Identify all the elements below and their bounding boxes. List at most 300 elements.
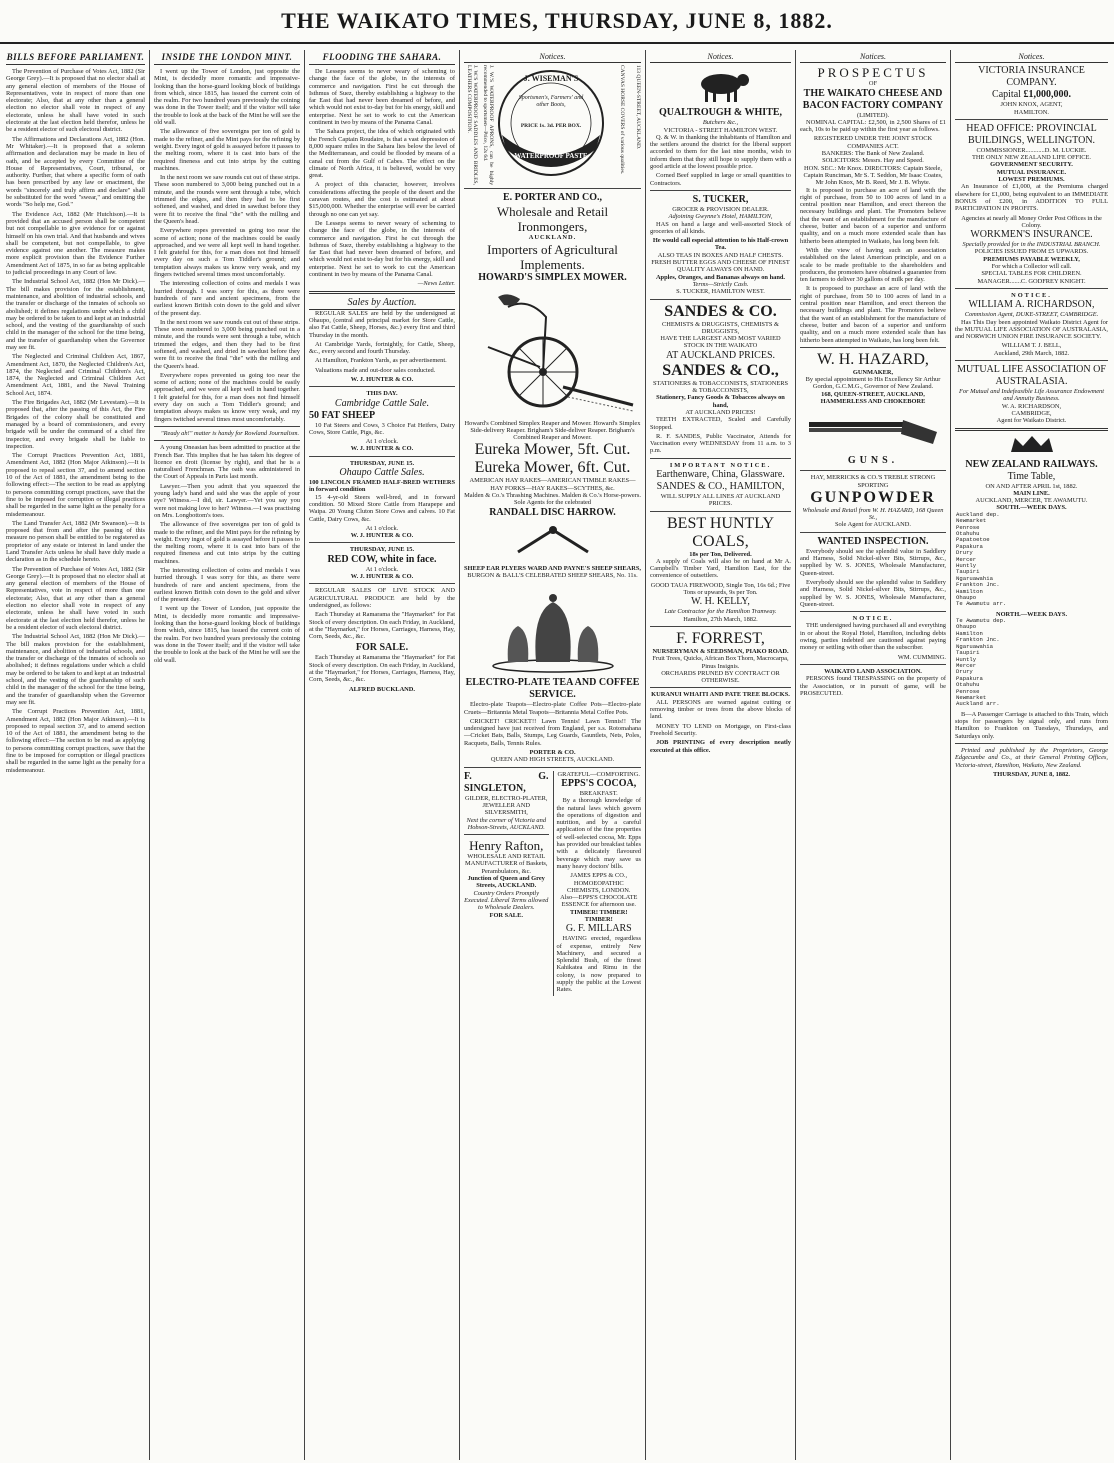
porter-city: AUCKLAND. xyxy=(528,234,577,242)
shears-row xyxy=(464,565,641,572)
tucker-trade: GROCER & PROVISION DEALER. xyxy=(672,205,769,213)
column-hamilton-ads xyxy=(646,50,796,1460)
station-name: Te Awamutu arr. xyxy=(956,600,1007,608)
tea-service-illustration xyxy=(488,582,618,674)
divider xyxy=(464,834,549,835)
singleton-rafton xyxy=(464,771,549,996)
kelly: W. H. KELLY, xyxy=(691,596,750,608)
malden: Malden & Co.'s Thrashing Machines. Malden & Co.'s Horse-powers. xyxy=(464,492,641,500)
article-paragraph: In the next room we saw rounds cut out of these strips. These soon numbered to 3,000 being punched out in a minute, and the rounds were sent through a tube, which trimmed the edges, and then they had to be first softened, and washed, and dried in sawdust before they were fit to receive the final "die" with the milling and the Queen's head. xyxy=(154,318,300,370)
station-name: Newmarket xyxy=(956,693,987,701)
station-name: Drury xyxy=(956,668,973,676)
article-paragraph: The Sahara project, the idea of which originated with the French Captain Roudaire, is that a vast depression of 8,000 square miles in the Sahara lies below the level of the Mediterranean, and could be flooded by means of a canal cut from the Gulf of Cabes. The effect on the climate of North Africa, it is believed, would be very great. xyxy=(309,128,455,180)
divider xyxy=(464,767,641,768)
sandes-stock: HAVE THE LARGEST AND MOST VARIED STOCK IN THE WAIKATO xyxy=(660,335,781,350)
qw-beef: Corned Beef supplied in large or small quantities to Contractors. xyxy=(650,172,791,187)
notices-heading: Notices. xyxy=(464,52,641,63)
article-paragraph: Everywhere ropes prevented us going too near the scene of action; none of the machines could be easily approached, and we were all kept well in hand together. I felt grateful for this, for a man does not find himself every day on such a Tom Tiddler's ground; and temptation always makes us know very weak, and my fingers twitched several times most uncomfortably. xyxy=(154,371,300,423)
porter-footer: PORTER & CO. xyxy=(529,749,576,757)
porter-list: Howard's Combined Simplex Reaper and Mower. Howard's Simplex Side-delivery Reaper. Brigham's Side-deliver Reaper. Brigham's Combined Reaper and Mower. xyxy=(464,419,641,442)
lowest: LOWEST PREMIUMS. xyxy=(998,176,1065,184)
divider xyxy=(464,188,641,189)
qw-text: Q. & W. in thanking the inhabitants of Hamilton and the settlers around the district for the liberal support accorded to them for the last nine months, wish to inform them that they still hope to supply them with a good article at the lowest possible price. xyxy=(650,133,791,171)
ad-title: Cambridge Cattle Sale. xyxy=(334,397,430,409)
gov-security: GOVERNMENT SECURITY. xyxy=(990,161,1073,169)
bell: WILLIAM T. J. BELL, xyxy=(1001,342,1062,350)
persons: ALL PERSONS are warned against cutting or removing timber or trees from the above blocks of land. xyxy=(650,698,791,721)
mower-illustration xyxy=(468,287,638,417)
date-foot: THURSDAY, JUNE 8, 1882. xyxy=(993,770,1070,778)
insurance-text: An Insurance of £1,000, at the Premiums charged elsewhere for £1,000, being equivalent to an IMMEDIATE BONUS of £200, in ADDITION TO FULL PARTICIPATION IN PROFITS. xyxy=(955,183,1108,213)
article-paragraph: The Prevention of Purchase of Votes Act, 1882 (Sir George Grey).—It is proposed that no elector shall at any general election of members of the House of Representatives, vote in respect of more than one electorate; Also, that at any other than a general election no elector shall vote in respect of any electorate, unless he shall have voted in such electorate at the last election held therefor, unless he be a resident elector of such electoral district. xyxy=(6,68,145,134)
sole-agents: Sole Agents for the celebrated xyxy=(513,499,591,507)
huntly-title: BEST HUNTLY COALS, xyxy=(667,514,774,550)
tucker-butter: FRESH BUTTER EGGS AND CHEESE OF FINEST QUALITY ALWAYS ON HAND. xyxy=(651,259,790,274)
article-paragraph: The allowance of five sovereigns per ton of gold is made to the refiner, and the Mint pays for the refining by weight. Every ingot of gold is assayed before it passes to the melting room, where it is cast into bars of the required fineness and cut into strips by the cutting machines. xyxy=(154,521,300,565)
singleton-name: F. G. SINGLETON, xyxy=(464,770,549,794)
ad-text: 15 4-yr-old Steers well-bred, and in forward condition. 50 Mixed Store Cattle from Harapepe and Waipa. 20 Young Cluton Store Cows and calves. 10 Fat Cattle, Dairy Cows, &c. xyxy=(309,493,455,523)
station-name: Ohaupo xyxy=(956,593,977,601)
richardson-agent: W. A. RICHARDSON, xyxy=(1001,402,1062,410)
richardson-sub: Commission Agent, DUKE-STREET, CAMBRIDGE. xyxy=(964,311,1099,319)
tucker-also: ALSO TEAS IN BOXES AND HALF CHESTS. xyxy=(657,251,784,259)
station-name: Ngaruawahia xyxy=(956,574,993,582)
trespass: PERSONS found TRESPASSING on the property of the Association, or in pursuit of game, will be PROSECUTED. xyxy=(800,675,946,697)
article-paragraph: The Corrupt Practices Prevention Act, 1881, Amendment Act, 1882 (Hon Major Atkinson).—It is proposed to repeal section 37, and to amend section 10 of the Act of 1881, the amendment being to the following effect:—The section to be read as applying to persons committing corrupt practices, save that the fine to be imposed for corruption or illegal practices shall be regarded in the same light as the penalty for a misdemeanour. xyxy=(6,708,145,774)
jobprinting: JOB PRINTING of every description neatly executed at this office. xyxy=(650,739,791,754)
forrest: F. FORREST, xyxy=(676,629,765,647)
collector: For which a Collector will call. xyxy=(991,263,1072,271)
station-name: Drury xyxy=(956,549,973,557)
column-mint xyxy=(150,50,305,1460)
ad-text: 10 Fat Steers and Cows, 3 Choice Fat Heifers, Dairy Cows, Store Cattle, Pigs, &c. xyxy=(309,421,455,436)
ad-signature: W. J. HUNTER & CO. xyxy=(350,573,414,581)
ad-text: At Hamilton, Frankton Yards, as per advertisement. xyxy=(315,357,447,365)
gunpowder: GUNPOWDER xyxy=(810,488,936,506)
station-name: Papakura xyxy=(956,674,983,682)
station-name: Penrose xyxy=(956,687,980,695)
crown-icon xyxy=(1007,434,1057,456)
kelly-sub: Late Contractor for the Hamilton Tramway. xyxy=(664,608,777,616)
ad-vertical-text: J. W.'S WATERPROOF APRONS, can be highly recommended to sportsmen—Price, 12s 6d. xyxy=(482,65,494,186)
ad-title: FOR SALE. xyxy=(355,642,409,654)
ad-date: THURSDAY, JUNE 15. xyxy=(349,459,415,467)
eureka-5ft: Eureka Mower, 5ft. Cut. xyxy=(474,441,631,459)
sandes-stat: STATIONERS & TOBACCONISTS, STATIONERS & TOBACCONISTS, xyxy=(652,379,789,395)
porter-trade: Wholesale and Retail Ironmongers, xyxy=(496,204,609,235)
commissioner: COMMISSIONER............D. M. LUCKIE. xyxy=(976,146,1087,154)
article-paragraph: The Corrupt Practices Prevention Act, 1881, Amendment Act, 1882 (Hon Major Atkinson).—It is proposed to repeal section 37, and to amend section 10 of the Act of 1881, the amendment being to the following effect:—The section to be read as applying to persons committing corrupt practices, save that the fine to be imposed for corruption or illegal practices shall be regarded in the same light as the penalty for a misdemeanour. xyxy=(6,452,145,518)
registered: REGISTERED UNDER THE JOINT STOCK COMPANIES ACT. xyxy=(813,135,933,150)
wholesale: Wholesale and Retail from W. H. HAZARD, 168 Queen St., xyxy=(802,506,944,522)
article-paragraph: The Land Transfer Act, 1882 (Mr Swanson).—It is proposed that from and after the passing of this measure no person shall be entitled to be registered as proprietor of any estate or interest in land under the Land Transfer Acts unless he shall have duly made a declaration as in the schedule hereto. xyxy=(6,519,145,564)
timetable-row xyxy=(955,601,1108,607)
prospectus-of: OF xyxy=(868,80,878,88)
article-paragraph: The Prevention of Purchase of Votes Act, 1882 (Sir George Grey).—It is proposed that no elector shall at any general election of members of the House of Representatives, vote in respect of more than one electorate; Also, that at any other than a general election no elector shall vote in respect of any electorate, unless he shall have voted in such electorate at the last election held therefor, unless he be a resident elector of such electoral district. xyxy=(6,565,145,631)
huntly-price: 18s per Ton, Delivered. xyxy=(689,550,752,558)
heading-sales: Sales by Auction. xyxy=(309,297,455,310)
timetable-row xyxy=(955,701,1108,707)
manager: MANAGER.......C. GODFREY KNIGHT. xyxy=(977,277,1086,285)
notices-heading: Notices. xyxy=(800,52,946,63)
capital-label: Capital xyxy=(992,89,1021,101)
railways: NEW ZEALAND RAILWAYS. xyxy=(965,458,1098,470)
capital-line xyxy=(955,89,1108,101)
tucker-tea: He would call especial attention to his Half-crown Tea. xyxy=(652,237,789,252)
wanted-text: Everybody should see the splendid value in Saddlery and Harness, Solid Nickel-silver Bits, Stirrups, &c., supplied by W. S. JONES, Wholesale Manufacturer, Queen-street. xyxy=(800,547,946,577)
prospectus: PROSPECTUS xyxy=(817,65,929,81)
for-sale: FOR SALE. xyxy=(489,911,523,919)
ad-time: At 1 o'clock. xyxy=(365,524,399,532)
sandes-hamilton: SANDES & CO., HAMILTON, xyxy=(656,480,785,492)
prospectus-text: It is proposed to purchase an acre of land with the right of purchase, from 50 to 100 acres of land in a central position near Hamilton, and erect thereon the necessary buildings and plant. The Promoters believe that the want of an establishment for the manufacture of cheese, butter and bacon of a superior and uniform quality, and on a much more extended scale than has hitherto been attempted in Waikato, has long been felt. xyxy=(800,186,946,245)
column-insurance-railways xyxy=(951,50,1112,1460)
station-name: Auckland arr. xyxy=(956,700,1000,708)
printer: Printed and published by the Proprietors, George Edgecumbe and Co., at their General Printing Offices, Victoria-street, Hamilton, Waikato, New Zealand. xyxy=(955,746,1108,769)
millars-text: HAVING erected, regardless of expense, entirely New Machinery, and secured a Splendid Bush, of the finest Kahikatea and Rimu in the colony, is now prepared to supply the public at the Lowest Rates. xyxy=(556,935,641,994)
gunmaker-title: W. H. HAZARD, xyxy=(817,350,929,368)
epps-sub: BREAKFAST. xyxy=(579,789,618,797)
time-table: Time Table, xyxy=(1007,470,1056,482)
article-paragraph: The Industrial School Act, 1882 (Hon Mr Dick).—The bill makes provision for the establishment, maintenance, and abolition of industrial schools, and the transfer or discharge of the inmates of schools so abolished; it defines regulations under which a child may be ordered to be taken to and kept at an industrial school, and the vesting of the guardianship of such child in the manager of the school for the time being, and the transfer of guardianship when the Governor may see fit. xyxy=(6,278,145,351)
mutual-life: MUTUAL LIFE ASSOCIATION OF AUSTRALASIA. xyxy=(957,364,1106,388)
station-name: Taupiri xyxy=(956,649,980,657)
eureka-6ft: Eureka Mower, 6ft. Cut. xyxy=(474,459,631,477)
knox: JOHN KNOX, AGENT, xyxy=(1000,101,1063,109)
divider xyxy=(800,611,946,612)
station-name: Hamilton xyxy=(956,629,983,637)
shotgun-illustration xyxy=(803,408,943,452)
qw-addr: VICTORIA - STREET HAMILTON WEST. xyxy=(663,126,778,134)
article-paragraph: The Industrial School Act, 1882 (Hon Mr Dick).—The bill makes provision for the establishment, maintenance, and abolition of industrial schools, and the transfer or discharge of the inmates of schools so abolished; it defines regulations under which a child may be ordered to be taken to and kept at an industrial school, and the vesting of the guardianship of such child in the manager of the school for the time being, and the transfer of guardianship when the Governor may see fit. xyxy=(6,633,145,706)
ad-text: At Cambridge Yards, fortnightly, for Cattle, Sheep, &c., every second and fourth Thursday. xyxy=(309,340,455,356)
money: MONEY TO LEND on Mortgage, on First-class Freehold Security. xyxy=(650,722,791,737)
epps-also: Also—EPPS'S CHOCOLATE ESSENCE for afternoon use. xyxy=(560,894,638,909)
cheese-company: THE WAIKATO CHEESE AND BACON FACTORY COMPANY xyxy=(802,87,944,111)
article-paragraph: The interesting collection of coins and medals I was hurried through. I was sorry for this, as there were hundreds of rare and ancient specimens, from the earliest known British coin down to the gold and silver of the present day. xyxy=(154,280,300,317)
article-paragraph: Lawyer.—Then you admit that you squeezed the young lady's hand and said she was the apple of your eye? Witness.—I did, sir. Lawyer.—Yet you say you were not making love to her? Witness.—I was practising on Mrs. Longbottom's toes. xyxy=(154,482,300,519)
wanted: WANTED INSPECTION. xyxy=(817,535,929,547)
ad-signature: W. J. HUNTER & CO. xyxy=(350,445,414,453)
tucker-terms: Terms—Strictly Cash. xyxy=(692,280,749,288)
singleton-trade: GILDER, ELECTRO-PLATER, JEWELLER AND SILVERSMITH, xyxy=(464,794,548,817)
sheep-shears-icon xyxy=(508,522,598,562)
electro-detail: Electro-plate Teapots—Electro-plate Coffee Pots—Electro-plate Cruets—Britannia Metal Teapots—Britannia Metal Coffee Pots. xyxy=(464,701,641,716)
rafton-addr: Junction of Queen and Grey Streets, AUCKLAND. xyxy=(467,875,545,890)
sandes-teeth: TEETH EXTRACTED, Scaled and Carefully Stopped. xyxy=(650,416,791,431)
richardson-text: Has This Day been appointed Waikato District Agent for the MUTUAL LIFE ASSOCIATION OF AUSTRALASIA, and NORWICH UNION FIRE INSURANCE SOCIETY. xyxy=(955,318,1108,341)
notice: NOTICE. xyxy=(852,615,894,623)
kuranui: KURANUI WHAITI AND PATE TREE BLOCKS. xyxy=(651,691,790,699)
south-timetable xyxy=(955,512,1108,608)
divider xyxy=(650,511,791,512)
head-office: HEAD OFFICE: PROVINCIAL BUILDINGS, WELLINGTON. xyxy=(966,122,1097,146)
divider xyxy=(800,347,946,348)
epps-head: GRATEFUL—COMFORTING. xyxy=(557,770,641,778)
notice-text: THE undersigned having purchased all and everything in or about the Royal Hotel, Hamilton, including debts owing, parties indebted are cautioned against paying money or settling with other than the subscriber. xyxy=(800,622,946,652)
notice-sign: WM. CUMMING. xyxy=(897,653,946,661)
station-name: Frankton Jnc. xyxy=(956,636,1000,644)
station-name: Papakura xyxy=(956,542,983,550)
notice: NOTICE. xyxy=(1011,291,1052,299)
article-paragraph: The allowance of five sovereigns per ton of gold is made to the refiner, and the Mint pays for the refining by weight. Every ingot of gold is assayed before it passes to the melting room, where it is cast into bars of the required fineness and cut into strips by the cutting machines. xyxy=(154,128,300,172)
sandes-sub: CHEMISTS & DRUGGISTS, CHEMISTS & DRUGGISTS, xyxy=(661,320,779,335)
gunmaker-addr: 168, QUEEN-STREET, AUCKLAND, xyxy=(821,390,925,398)
station-name: Mercer xyxy=(956,555,977,563)
sandes-at: AT AUCKLAND PRICES! xyxy=(685,408,756,416)
epps-name: EPPS'S COCOA, xyxy=(561,777,637,789)
cricket-text: CRICKET! CRICKET!! Lawn Tennis! Lawn Tennis!! The undersigned have just received from England, per s.s. Rotomahana—Cricket Bats, Balls, Stumps, Leg Guards, Gauntlets, Nets, Poles, Racquets, Balls, Tennis Rules. xyxy=(464,717,641,747)
divider xyxy=(309,291,455,294)
knox-city: HAMILTON. xyxy=(1014,108,1049,116)
divider xyxy=(650,458,791,459)
agencies: Agencies at nearly all Money Order Post Offices in the Colony. xyxy=(961,214,1102,229)
column-sahara-sales xyxy=(305,50,460,1460)
tucker-text: HAS on hand a large and well-assorted Stock of groceries of all kinds. xyxy=(650,220,791,235)
footnote: B—A Passenger Carriage is attached to this Train, which stops for passengers by signal only, and runs from Hamilton to Frankton on Tuesdays, Thursdays, and Saturdays only. xyxy=(955,710,1108,740)
article-paragraph: De Lesseps seems to never weary of scheming to change the face of the globe, in the interests of commerce and navigation. First he cut through the Isthmus of Suez, thereby establishing a highway to the far East that had never been dreamed of before, and which would not exist to-day but for his energy, skill and enterprise. Next he set to work to cut the American continent in two by means of the Panama Canal. xyxy=(309,68,455,127)
newspaper-page xyxy=(2,50,1112,1460)
sandes-vacc: R. F. SANDES, Public Vaccinator, Attends for Vaccination every WEDNESDAY from 11 a.m. to 3 p.m. xyxy=(650,432,791,455)
special: SPECIAL TABLES FOR CHILDREN. xyxy=(981,270,1082,278)
divider xyxy=(800,470,946,471)
divider xyxy=(650,190,791,191)
station-name: Papatoetoe xyxy=(956,536,990,544)
station-name: Newmarket xyxy=(956,517,987,525)
american-rakes: AMERICAN HAY RAKES—AMERICAN TIMBLE RAKES—HAY FORKS—HAY RAKES—SCYTHES, &c. xyxy=(469,477,636,492)
ad-date: THIS DAY. xyxy=(366,390,398,398)
heading-sahara: FLOODING THE SAHARA. xyxy=(309,52,455,65)
workmens-sub: Specially provided for in the INDUSTRIAL BRANCH. xyxy=(962,241,1101,249)
porter-addr: QUEEN AND HIGH STREETS, AUCKLAND. xyxy=(490,756,615,764)
important: IMPORTANT NOTICE. xyxy=(669,461,772,469)
sandes-title2: SANDES & CO., xyxy=(662,361,779,379)
station-name: Te Awamutu dep. xyxy=(956,617,1007,625)
column-bills xyxy=(2,50,150,1460)
masthead xyxy=(0,0,1114,44)
policies: POLICIES ISSUED FROM £5 UPWARDS. xyxy=(974,248,1089,256)
land-assoc: WAIKATO LAND ASSOCIATION. xyxy=(824,667,922,675)
article-paragraph: I went up the Tower of London, just opposite the Mint, is decidedly more romantic and impressive-looking than the horse-guard looking block of buildings from which, since 1815, has issued the current coin of the realm. For two hundred years previously the coining was done in the Tower itself; and if the visitor will take the trouble to look at the back of the Mint he will see the old wall. xyxy=(154,68,300,127)
qw-name: QUALTROUGH & WHITE, xyxy=(658,107,783,119)
station-name: Auckland dep. xyxy=(956,510,1000,518)
bankers: BANKERS: The Bank of New Zealand. xyxy=(821,150,925,158)
article-paragraph: The interesting collection of coins and medals I was hurried through. I was sorry for this, as there were hundreds of rare and ancient specimens, from the earliest known British coin down to the gold and silver of the present day. xyxy=(154,567,300,604)
divider xyxy=(309,542,455,543)
heading-mint: INSIDE THE LONDON MINT. xyxy=(154,52,300,65)
sandes-prices: AT AUCKLAND PRICES. xyxy=(666,349,775,361)
epps-millars xyxy=(553,771,642,996)
wiseman-ad xyxy=(464,65,641,185)
article-paragraph: The Evidence Act, 1882 (Mr Hutchison).—It is provided that an accused person shall be competent but not compellable to give evidence for or against himself on his own trial. And that husbands and wives shall be competent, but not compellable, to give evidence against one another. The measure makes more explicit provision than the Evidence Further Amendment Act of 1875, in so far as being applicable to judicial proceedings in any Court of law. xyxy=(6,210,145,277)
notices-heading: Notices. xyxy=(650,52,791,63)
ad-text: REGULAR SALES OF LIVE STOCK AND AGRICULTURAL PRODUCE are held by the undersigned, as follows: xyxy=(309,587,455,609)
ad-vertical-text: J. W.'S WATERPROOF SADDLES AND BRIDLES, LEATHERS COMPOSITION. xyxy=(466,65,478,186)
station-name: Huntly xyxy=(956,561,977,569)
guns: GUNS. xyxy=(847,455,899,467)
article-paragraph: The Fire Brigades Act, 1882 (Mr Levestam).—It is proposed that, after the passing of this Act, the Fire Brigades of the colony shall be constituted and managed by a board of commissioners, and every brigade will be under the command of a chief fire inspector, and every brigade shall be liable to inspection. xyxy=(6,399,145,450)
ad-time: At 1 o'clock. xyxy=(365,565,399,573)
gunmaker-trade: GUNMAKER, xyxy=(852,368,894,376)
ad-text: Each Thursday at Ramarama the "Haymarket" for Fat Stock of every description. On each Friday, in Auckland, at the "Haymarket," for Horses, Carriages, Harness, Hay, Corn, Seeds, &c., &c. xyxy=(309,611,455,641)
station-name: Otahuhu xyxy=(956,681,980,689)
will-supply: WILL SUPPLY ALL LINES AT AUCKLAND PRICES. xyxy=(660,492,781,508)
ad-text: Valuations made and out-door sales conducted. xyxy=(315,366,436,374)
directors: HON. SEC.: Mr Knox. DIRECTORS: Captain Steele, Captain Runciman, Mr S. T. Seddon, Mr Isaac Coates, Mr John Knox, Mr B. Reed, Mr J. B. Whyte. xyxy=(803,164,943,187)
station-name: Penrose xyxy=(956,523,980,531)
tucker-fruit: Apples, Oranges, and Bananas always on hand. xyxy=(655,273,786,281)
sandes-title: SANDES & CO. xyxy=(664,302,777,320)
article-paragraph: The Affirmations and Declarations Act, 1882 (Hon. Mr Whitaker).—It is proposed that a solemn affirmation and declaration may be made in lieu of oath, and be accepted by every Committee of the House of Representatives, Court, tribunal, or authority. Further, that where a specific form of oath has been prescribed by any law or enactment, the words "sincerely and truly affirm and declare" shall be substituted for the word "swear," and omitting the words "So help me, God." xyxy=(6,135,145,209)
ad-signature: W. J. HUNTER & CO. xyxy=(350,375,414,383)
divider xyxy=(154,440,300,441)
richardson-city: CAMBRIDGE, xyxy=(1011,409,1052,417)
divider xyxy=(650,626,791,627)
bell-date: Auckland, 29th March, 1882. xyxy=(993,349,1070,357)
sandes-fancy: Stationery, Fancy Goods & Tobaccos always on hand, xyxy=(656,394,785,409)
capital-value: £1,000,000. xyxy=(1023,89,1071,101)
article-paragraph: Everywhere ropes prevented us going too near the scene of action; none of the machines could be easily approached, and we were all kept well in hand together. I felt grateful for this, for a man does not find himself every day on such a Tom Tiddler's ground; and temptation always makes us know very weak, and my fingers twitched several times most uncomfortably. xyxy=(154,227,300,279)
wiseman-price: PRICE 1s. 3d. PER BOX. xyxy=(520,123,582,130)
burgon: BURGON & BALL'S CELEBRATED SHEEP SHEARS, No. 11s. xyxy=(467,571,638,579)
ad-lot: 50 FAT SHEEP xyxy=(309,409,376,421)
workmens: WORKMEN'S INSURANCE. xyxy=(970,229,1093,241)
article-paragraph: A project of this character, however, involves considerations affecting the people of the desert and the caravan routes, and the cost is estimated at about $15,000,000. Whether the enterprise will ever be carried through no one can yet say. xyxy=(309,181,455,218)
solicitors: SOLICITORS: Messrs. Hay and Speed. xyxy=(822,157,924,165)
divider xyxy=(955,119,1108,120)
qw-trade: Butchers &c., xyxy=(702,119,739,127)
wiseman-seal xyxy=(496,65,609,185)
forrest-list: Fruit Trees, Quicks, African Box Thorn, Macrocarpa, Pinus Insignis. xyxy=(652,655,789,670)
premiums: PREMIUMS PAYABLE WEEKLY, xyxy=(983,255,1080,263)
ad-vertical-text: 113 QUEEN-STREET, AUCKLAND. xyxy=(635,65,641,150)
newspaper-title: THE WAIKATO TIMES, THURSDAY, JUNE 8, 1882. xyxy=(281,8,833,33)
divider xyxy=(955,743,1108,744)
station-name: Hamilton xyxy=(956,587,983,595)
article-source: —News Letter. xyxy=(417,280,455,288)
divider xyxy=(955,360,1108,361)
millars: G. F. MILLARS xyxy=(565,923,632,935)
divider xyxy=(955,428,1108,431)
article-paragraph: In the next room we saw rounds cut out of these strips. These soon numbered to 3,000 being punched out in a minute, and the rounds were sent through a tube, which trimmed the edges, and then they had to be first softened, and washed, and dried in sawdust before they were fit to receive the final "die" with the milling and the Queen's head. xyxy=(154,174,300,225)
north-timetable xyxy=(955,618,1108,708)
agent-waikato: Agent for Waikato District. xyxy=(996,417,1067,425)
epps-maker: JAMES EPPS & CO., HOMOEOPATHIC CHEMISTS, LONDON. xyxy=(567,872,631,894)
ad-signature: W. J. HUNTER & CO. xyxy=(350,532,414,540)
column-porter-ads xyxy=(460,50,646,1460)
article-paragraph: "Ready ah!" matter is handy for Rowland Journalism. xyxy=(160,429,300,437)
divider xyxy=(650,687,791,688)
station-name: Ngaruawahia xyxy=(956,642,993,650)
article-paragraph: The Neglected and Criminal Children Act, 1867, Amendment Act, 1870, the Neglected Children's Act, 1874, the Neglected and Criminal Children's Act, 1874, the Neglected and Criminal Children Act Amendment Act, 1881, and the Naval Training School Act, 1874. xyxy=(6,353,145,397)
porter-importers: Importers of Agricultural Implements. xyxy=(487,241,618,272)
after-april: ON AND AFTER APRIL 1st, 1882. xyxy=(985,482,1078,490)
ad-time: At 1 o'clock. xyxy=(365,438,399,446)
article-paragraph: De Lesseps seems to never weary of scheming to change the face of the globe, in the interests of commerce and navigation. First he cut through the Isthmus of Suez, thereby establishing a highway to the far East that had never been dreamed of before, and which would not exist to-day but for his energy, skill and enterprise. Next he set to work to cut the American continent in two by means of the Panama Canal. xyxy=(309,219,455,279)
ad-lot: RED COW, white in face. xyxy=(327,553,437,565)
ad-lot: 100 LINCOLN FRAMED HALF-BRED WETHERS in forward condition xyxy=(309,479,455,494)
huntly-text: A supply of Coals will also be on hand at Mr A. Campbell's Timber Yard, Hamilton East, for the convenience of outsettlers. xyxy=(650,557,791,580)
earthenware: Earthenware, China, Glassware. xyxy=(656,468,785,480)
victoria-insurance: VICTORIA INSURANCE COMPANY. xyxy=(978,65,1085,89)
divider xyxy=(309,386,455,387)
sole-agent: Sole Agent for AUCKLAND. xyxy=(835,521,911,529)
hay-merricks: HAY, MERRICKS & CO.'S TREBLE STRONG SPORTING xyxy=(810,474,936,489)
porter-name: E. PORTER AND CO., xyxy=(502,192,603,204)
timber: TIMBER! TIMBER! TIMBER! xyxy=(569,908,628,923)
divider xyxy=(955,288,1108,289)
wiseman-band: WATERPROOF PASTE xyxy=(514,152,588,161)
ad-date: THURSDAY, JUNE 15. xyxy=(349,546,415,554)
ward-payne: WARD AND PAYNE'S SHEEP SHEARS, xyxy=(527,564,641,572)
station-name: Mercer xyxy=(956,661,977,669)
wiseman-title: J. WISEMAN'S xyxy=(523,74,579,84)
mutual-sub: For Mutual and Indefeasible Life Assurance Endowment and Annuity Business. xyxy=(958,388,1105,403)
divider xyxy=(154,426,300,427)
station-name: Otahuhu xyxy=(956,529,980,537)
ad-vertical-text: CANVAS HORSE COVERS of various qualities. xyxy=(619,65,625,175)
tucker-sign: S. TUCKER, HAMILTON WEST. xyxy=(676,288,765,296)
north-header: NORTH.—WEEK DAYS. xyxy=(995,610,1068,618)
station-name: Frankton Jnc. xyxy=(956,581,1000,589)
singleton-addr: Next the corner of Victoria and Hobson-Streets, AUCKLAND. xyxy=(466,816,547,831)
randall: RANDALL DISC HARROW. xyxy=(489,506,616,518)
prospectus-text: It is proposed to purchase an acre of land with the right of purchase, from 50 to 100 acres of land in a central position near Hamilton, and erect thereon the necessary buildings and plant. The Promoters believe that the want of an establishment for the manufacture of cheese, butter and bacon of a superior and uniform quality, and on a much more extended scale than has hitherto been attempted in Waikato, has long been felt. xyxy=(800,285,946,344)
rafton-trade: WHOLESALE AND RETAIL MANUFACTURER of Baskets, Perambulators, &c. xyxy=(465,853,548,875)
south-header: SOUTH.—WEEK DAYS. xyxy=(996,504,1067,512)
wiseman-subtitle: Sportsmen's, Farmers' and other Boots, xyxy=(518,95,584,109)
two-ads-row xyxy=(464,771,641,996)
gunmaker-appt: By special appointment to His Excellency Sir Arthur Gordon, G.C.M.G., Governor of New Zealand. xyxy=(805,376,941,391)
mutual: MUTUAL INSURANCE. xyxy=(996,168,1067,176)
rafton-detail: Country Orders Promptly Executed. Liberal Terms allowed to Wholesale Dealers. xyxy=(464,889,549,912)
epps-text: By a thorough knowledge of the natural laws which govern the operations of digestion and nutrition, and by a careful application of the fine properties of well-selected cocoa, Mr. Epps has provided our breakfast tables with a delicately flavoured beverage which may save us many heavy doctors' bills. xyxy=(556,797,641,870)
tucker-addr: Adjoining Gwynne's Hotel, HAMILTON, xyxy=(668,213,773,221)
column-cheese-guns xyxy=(796,50,951,1460)
tucker-name: S. TUCKER, xyxy=(692,193,749,205)
electro-title: ELECTRO-PLATE TEA AND COFFEE SERVICE. xyxy=(465,677,640,701)
firewood: GOOD TAUA FIREWOOD, Single Ton, 16s 6d.; Five Tons or upwards, 9s per Ton. xyxy=(650,581,791,597)
ad-text: REGULAR SALES are held by the undersigned at Ohaupo, (central and principal market for Store Cattle, also Fat Cattle, Sheep, Horses, &c.) every first and third Thursday in the month. xyxy=(309,309,455,339)
divider xyxy=(800,664,946,665)
wanted-text: Everybody should see the splendid value in Saddlery and Harness, Solid Nickel-silver Bits, Stirrups, &c., supplied by W. S. JONES, Wholesale Manufacturer, Queen-street. xyxy=(800,578,946,608)
orchards: ORCHARDS PRUNED BY CONTRACT OR OTHERWISE. xyxy=(661,669,780,685)
ad-title: Ohaupo Cattle Sales. xyxy=(339,467,425,479)
divider xyxy=(309,583,455,584)
notices-heading: Notices. xyxy=(955,52,1108,63)
sheep-pliers: SHEEP EAR PLYERS xyxy=(464,564,526,572)
station-name: Ohaupo xyxy=(956,623,977,631)
divider xyxy=(800,532,946,533)
article-paragraph: A young Oneasian has been admitted to practice at the French Bar. This implies that he has taken his degree of licence en droit (license by right), and that he is a naturalised Frenchman. The oath was administered in the Court of Appeals in Paris last month. xyxy=(154,444,300,481)
prospectus-text2: With the view of having such an association established on the latest American principle, and on a scale to be made profitable to the shareholders and producers, the promoters have obtained a guarantee from ten farmers to deliver 30 gallons of milk per day. xyxy=(800,246,946,284)
heading-bills: BILLS BEFORE PARLIAMENT. xyxy=(6,52,145,65)
richardson: WILLIAM A. RICHARDSON, xyxy=(968,299,1095,311)
divider xyxy=(309,456,455,457)
bull-icon xyxy=(691,66,751,104)
rafton-name: Henry Rafton, xyxy=(469,838,544,854)
station-name: Huntly xyxy=(956,655,977,663)
article-paragraph: I went up the Tower of London, just opposite the Mint, is decidedly more romantic and impressive-looking than the horse-guard looking block of buildings from which, since 1815, has issued the current coin of the realm. For two hundred years previously the coining was done in the Tower itself; and if the visitor will take the trouble to look at the back of the Mint he will see the old wall. xyxy=(154,605,300,664)
only-nz: THE ONLY NEW ZEALAND LIFE OFFICE. xyxy=(972,154,1091,162)
route: AUCKLAND, MERCER, TE AWAMUTU. xyxy=(975,497,1088,505)
ad-text: Each Thursday at Ramarama the "Haymarket" for Fat Stock of every description. On each Friday, in Auckland, at the "Haymarket," for Horses, Carriages, Harness, Hay, Corn, Seeds, &c., &c. xyxy=(309,654,455,684)
kelly-date: Hamilton, 27th March, 1882. xyxy=(683,615,758,623)
ad-signature: ALFRED BUCKLAND. xyxy=(348,685,416,693)
forrest-trade: NURSERYMAN & SEEDSMAN, PIAKO ROAD. xyxy=(652,647,789,655)
capital: NOMINAL CAPITAL: £2,500, in 2,500 Shares of £1 each, 10s to be paid up within the first year as follows. xyxy=(800,118,946,134)
station-name: Taupiri xyxy=(956,568,980,576)
